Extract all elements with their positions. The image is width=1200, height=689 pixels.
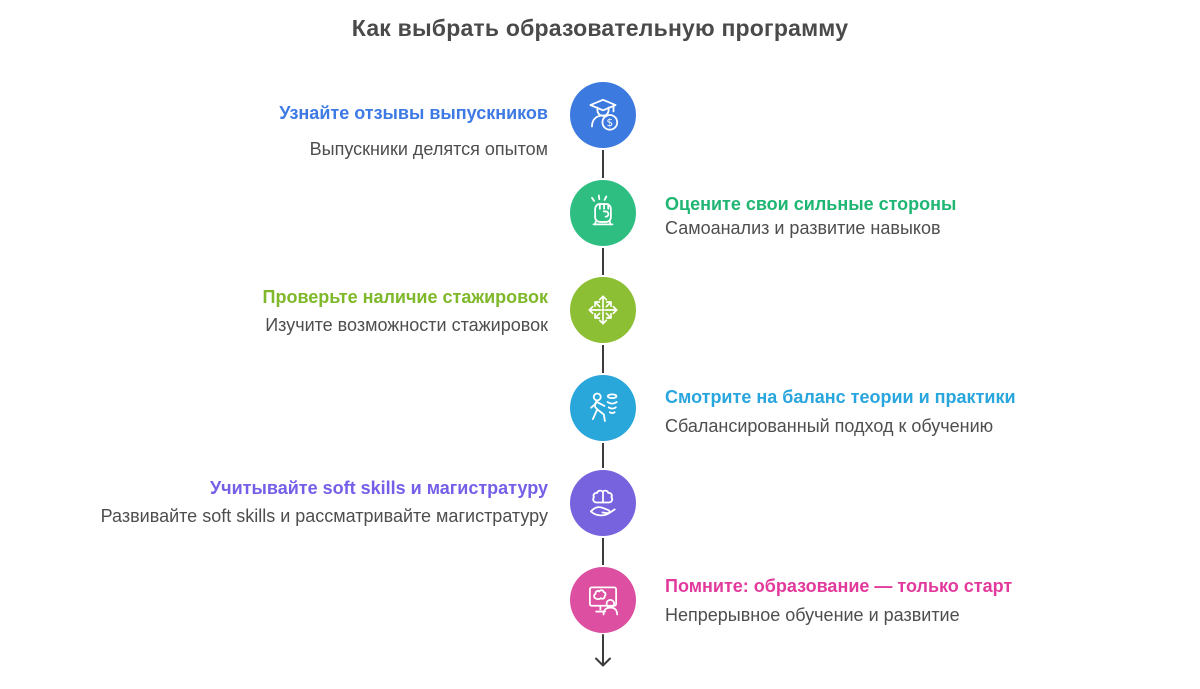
timeline-connector-1 xyxy=(602,150,604,178)
svg-text:$: $ xyxy=(606,117,614,130)
step-6-title: Помните: образование — только старт xyxy=(665,576,1013,596)
step-5-title: Учитывайте soft skills и магистратуру xyxy=(209,478,548,498)
step-3-node xyxy=(570,277,636,343)
step-2-text-block xyxy=(665,193,1155,240)
step-4-title: Смотрите на баланс теории и практики xyxy=(665,387,1016,407)
timeline-connector-4 xyxy=(602,443,604,468)
step-1-title: Узнайте отзывы выпускников xyxy=(279,103,548,123)
step-1-subtitle: Выпускники делятся опытом xyxy=(309,139,548,159)
step-1-node xyxy=(570,82,636,148)
step-5-node xyxy=(570,470,636,536)
page-title: Как выбрать образовательную программу xyxy=(351,15,849,41)
step-2-title: Оцените свои сильные стороны xyxy=(665,194,957,214)
timeline-connector-5 xyxy=(602,538,604,565)
step-4-text-block xyxy=(665,386,1155,438)
step-6-text-block xyxy=(665,575,1155,627)
step-4-subtitle: Сбалансированный подход к обучению xyxy=(665,416,994,436)
step-4-node xyxy=(570,375,636,441)
arrows-compass-icon xyxy=(582,289,624,331)
runner-balance-icon xyxy=(582,387,624,429)
monitor-learning-icon xyxy=(582,579,624,621)
step-3-title: Проверьте наличие стажировок xyxy=(262,287,548,307)
timeline-connector-2 xyxy=(602,248,604,275)
graduate-coin-icon xyxy=(582,94,624,136)
step-3-subtitle: Изучите возможности стажировок xyxy=(265,315,548,335)
timeline-connector-3 xyxy=(602,345,604,373)
step-6-subtitle: Непрерывное обучение и развитие xyxy=(665,605,960,625)
brain-in-hand-icon xyxy=(582,482,624,524)
step-2-subtitle: Самоанализ и развитие навыков xyxy=(665,218,941,238)
raised-fist-icon xyxy=(582,192,624,234)
arrow-down-icon xyxy=(591,633,615,678)
step-3-text-block xyxy=(78,286,548,337)
step-2-node xyxy=(570,180,636,246)
step-1-text-block xyxy=(78,102,548,161)
step-6-node xyxy=(570,567,636,633)
step-5-subtitle: Развивайте soft skills и рассматривайте магистратуру xyxy=(100,506,548,526)
step-5-text-block xyxy=(78,477,548,528)
